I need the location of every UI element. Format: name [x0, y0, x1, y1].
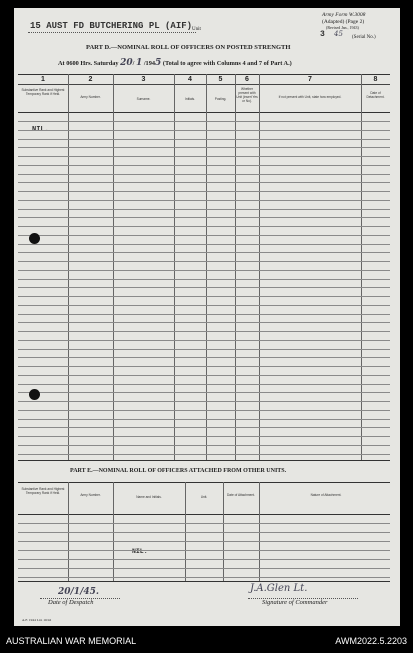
ruled-line — [18, 191, 390, 192]
col-header-present: Whether present with Unit (insert Yes or No). — [236, 87, 258, 103]
part-d-col-divider — [68, 74, 69, 460]
part-d-header-rule — [18, 112, 390, 113]
col-number: 8 — [373, 76, 378, 83]
ruled-line — [18, 156, 390, 157]
col-header-detachment: Date of Detachment. — [366, 91, 385, 99]
col-number: 1 — [41, 76, 45, 83]
commander-signature: J.A.Glen Lt. — [250, 583, 308, 594]
col-header-surname: Surname. — [136, 97, 151, 101]
archive-name: AUSTRALIAN WAR MEMORIAL — [6, 636, 137, 646]
ruled-line — [18, 427, 390, 428]
ruled-line — [18, 296, 390, 297]
ruled-line — [18, 305, 390, 306]
ruled-line — [18, 270, 390, 271]
col-number: 4 — [188, 76, 192, 83]
col-header-posting: Posting. — [214, 97, 227, 101]
unit-label: Unit — [192, 27, 201, 32]
ruled-line — [18, 445, 390, 446]
date-month: 1 — [135, 58, 143, 68]
date-year-digit: 5 — [155, 58, 162, 68]
serial-number: 3 — [320, 30, 325, 39]
punch-hole — [29, 389, 40, 400]
ruled-line — [18, 392, 390, 393]
unit-underline — [28, 32, 196, 33]
ruled-line — [18, 559, 390, 560]
ruled-line — [18, 226, 390, 227]
ruled-line — [18, 577, 390, 578]
unit-name: 15 AUST FD BUTCHERING PL (AIF) — [30, 21, 193, 31]
part-e-header-rule — [18, 514, 390, 515]
e-col-header-date: Date of Attachment. — [227, 493, 255, 497]
ruled-line — [18, 322, 390, 323]
ruled-line — [18, 252, 390, 253]
date-day: 20 — [120, 58, 133, 68]
col-header-rank: Substantive Rank and Highest Temporary Rank if Held. — [21, 88, 65, 96]
despatch-label: Date of Despatch — [48, 599, 94, 606]
date-suffix: (Total to agree with Columns 4 and 7 of Part A.) — [162, 60, 292, 67]
ruled-line — [18, 209, 390, 210]
ruled-line — [18, 182, 390, 183]
ruled-line — [18, 454, 390, 455]
ruled-line — [18, 401, 390, 402]
ruled-line — [18, 568, 390, 569]
form-ref-2: (Adapted) (Page 2) — [322, 19, 365, 25]
printer-note: A.F. 1944 Ltd. 10/42 — [22, 618, 52, 622]
col-number: 3 — [141, 76, 146, 83]
part-e-top-rule — [18, 482, 390, 483]
part-d-col-divider — [113, 74, 114, 460]
part-d-title: PART D.—NOMINAL ROLL OF OFFICERS ON POSTED STRENGTH — [86, 44, 291, 51]
ruled-line — [18, 550, 390, 551]
ruled-line — [18, 165, 390, 166]
ruled-line — [18, 375, 390, 376]
part-d-date-line: At 0600 Hrs. Saturday 20/ 1 /1945 (Total to agree with Columns 4 and 7 of Part A.) — [58, 58, 292, 68]
col-number: 7 — [308, 76, 312, 83]
part-e-title: PART E.—NOMINAL ROLL OF OFFICERS ATTACHED FROM OTHER UNITS. — [70, 468, 287, 474]
col-header-employed: If not present with Unit, state how employed. — [278, 95, 342, 99]
ruled-line — [18, 523, 390, 524]
part-d-number-rule — [18, 84, 390, 85]
ruled-line — [18, 384, 390, 385]
ruled-line — [18, 331, 390, 332]
ruled-line — [18, 532, 390, 533]
ruled-line — [18, 174, 390, 175]
col-header-initials: Initials. — [185, 97, 195, 101]
ruled-line — [18, 419, 390, 420]
ruled-line — [18, 244, 390, 245]
ruled-line — [18, 261, 390, 262]
col-number: 5 — [218, 76, 223, 83]
ruled-line — [18, 200, 390, 201]
ruled-line — [18, 121, 390, 122]
punch-hole — [29, 233, 40, 244]
form-ref-3: (Revised Jan., 1943) — [326, 25, 359, 30]
ruled-line — [18, 436, 390, 437]
ruled-line — [18, 147, 390, 148]
e-col-header-rank: Substantive Rank and Highest Temporary Rank if Held. — [21, 487, 65, 495]
part-e-nil-entry: NIL. — [132, 548, 148, 555]
part-d-col-divider — [259, 74, 260, 460]
serial-label: (Serial No.) — [352, 35, 376, 40]
part-d-bottom-rule — [18, 460, 390, 461]
ruled-line — [18, 314, 390, 315]
part-d-top-rule — [18, 74, 390, 75]
ruled-line — [18, 541, 390, 542]
e-col-header-unit: Unit. — [200, 495, 208, 499]
serial-number-2: 45 — [334, 30, 343, 38]
ruled-line — [18, 130, 390, 131]
e-col-header-name: Name and Initials. — [136, 495, 162, 499]
e-col-header-army-number: Army Number. — [80, 493, 101, 497]
part-d-col-divider — [174, 74, 175, 460]
ruled-line — [18, 410, 390, 411]
signature-label: Signature of Commander — [262, 599, 328, 606]
part-e-bottom-rule — [18, 581, 390, 582]
ruled-line — [18, 340, 390, 341]
e-col-header-nature: Nature of Attachment. — [310, 493, 342, 497]
ruled-line — [18, 366, 390, 367]
ruled-line — [18, 357, 390, 358]
ruled-line — [18, 217, 390, 218]
part-d-nil-entry: NIL. — [32, 126, 49, 134]
ruled-line — [18, 287, 390, 288]
ruled-line — [18, 279, 390, 280]
part-d-col-divider — [235, 74, 236, 460]
ruled-line — [18, 349, 390, 350]
archive-reference: AWM2022.5.2203 — [335, 636, 407, 646]
ruled-line — [18, 235, 390, 236]
form-ref-1: Army Form W.3008 — [322, 12, 366, 18]
col-number: 2 — [88, 76, 93, 83]
date-prefix: At 0600 Hrs. Saturday — [58, 60, 119, 67]
date-year-prefix: /194 — [143, 60, 156, 67]
part-d-col-divider — [206, 74, 207, 460]
col-number: 6 — [245, 76, 249, 83]
despatch-date: 20/1/45. — [58, 587, 100, 597]
part-d-col-divider — [361, 74, 362, 460]
ruled-line — [18, 139, 390, 140]
col-header-army-number: Army Number. — [80, 95, 101, 99]
